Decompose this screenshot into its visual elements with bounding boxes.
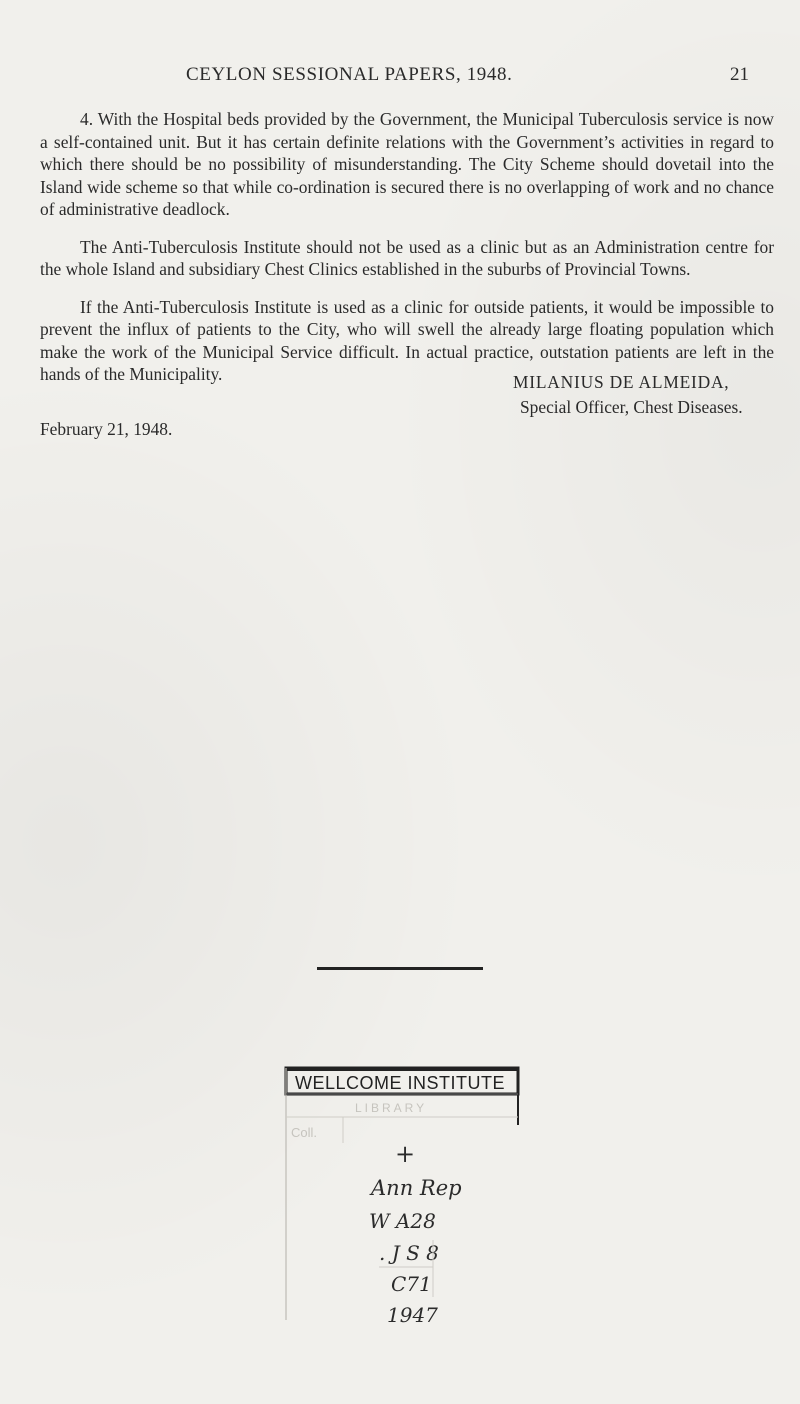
running-head xyxy=(0,64,800,94)
stamp-field-label: Coll. xyxy=(291,1125,318,1140)
handwritten-line-3: . J S 8 xyxy=(379,1241,439,1265)
paragraph-4: 4. With the Hospital beds provided by the Government, the Municipal Tuberculosis service is now a self-contained unit. But it has certain definite relations with the Government’s activities in regard to which there should be no possibility of misunderstanding. The City Scheme should dovetail into the Island wide scheme so that while co-ordination is secured there is no overlapping of work and no chance of administrative deadlock. xyxy=(40,109,774,219)
handwritten-line-1: Ann Rep xyxy=(371,1176,462,1200)
paragraph-clinic-influx: If the Anti-Tuberculosis Institute is used as a clinic for outside patients, it would be impossible to prevent the influx of patients to the City, who will swell the already large floating population which make the work of the Municipal Service difficult. In actual practice, outstation patients are left in the hands of the Municipality. xyxy=(40,296,774,384)
signature-block xyxy=(40,372,774,452)
paragraph-institute-use: The Anti-Tuberculosis Institute should not be used as a clinic but as an Administration centre for the whole Island and subsidiary Chest Clinics established in the suburbs of Provincial Towns. xyxy=(40,236,774,279)
library-stamp xyxy=(283,1065,521,1325)
stamp-institute: WELLCOME INSTITUTE xyxy=(295,1073,506,1093)
signatory-title: Special Officer, Chest Diseases. xyxy=(520,397,743,417)
signatory-name: MILANIUS DE ALMEIDA, xyxy=(513,372,730,392)
separator-rule xyxy=(317,967,483,970)
running-title: CEYLON SESSIONAL PAPERS, 1948. xyxy=(186,64,513,85)
stamp-library: LIBRARY xyxy=(355,1101,428,1115)
body-text xyxy=(40,108,774,401)
handwritten-line-4: C71 xyxy=(391,1272,432,1296)
handwritten-line-2: W A28 xyxy=(369,1209,436,1233)
page-number: 21 xyxy=(730,64,749,85)
handwritten-cross: + xyxy=(395,1140,416,1168)
document-date: February 21, 1948. xyxy=(40,419,173,439)
handwritten-line-5: 1947 xyxy=(387,1303,438,1325)
